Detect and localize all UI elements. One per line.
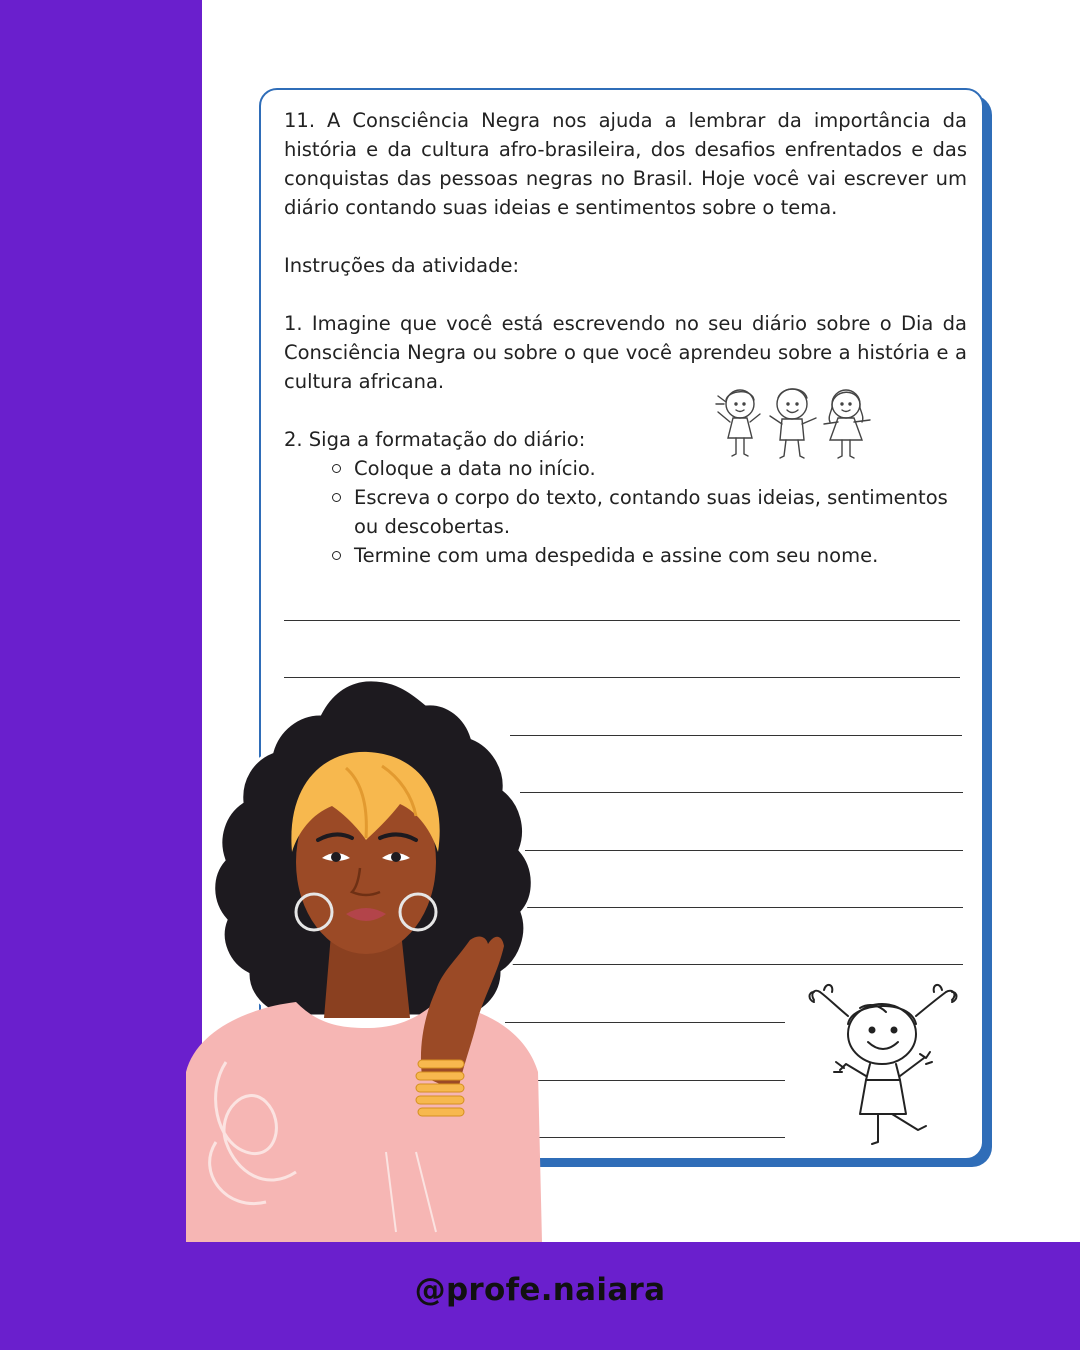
- writing-line[interactable]: [535, 1137, 785, 1138]
- shirt: [186, 1002, 542, 1242]
- writing-line[interactable]: [510, 964, 963, 965]
- step-1: 1. Imagine que você está escrevendo no seu diário sobre o Dia da Consciência Negra ou sobre o que você aprendeu sobre a história e a cultura africana.: [284, 312, 967, 393]
- kids-doodle-icon: [712, 382, 874, 464]
- writing-line[interactable]: [284, 620, 960, 621]
- footer-handle: @profe.naiara: [414, 1272, 666, 1308]
- writing-line[interactable]: [510, 735, 962, 736]
- step-2-title: 2. Siga a formatação do diário:: [284, 428, 586, 451]
- list-item: Coloque a data no início.: [332, 454, 967, 483]
- activity-content: [284, 106, 967, 570]
- list-item: Termine com uma despedida e assine com seu nome.: [332, 541, 967, 570]
- writing-line[interactable]: [505, 1022, 785, 1023]
- list-item: Escreva o corpo do texto, contando suas ideias, sentimentos ou descobertas.: [332, 483, 967, 541]
- writing-line[interactable]: [530, 1080, 785, 1081]
- writing-line[interactable]: [520, 792, 963, 793]
- girl-doodle-icon: [800, 972, 972, 1150]
- writing-line[interactable]: [520, 907, 963, 908]
- instructions-title: Instruções da atividade:: [284, 254, 520, 277]
- writing-line[interactable]: [525, 850, 963, 851]
- step-2-list: [284, 454, 967, 570]
- activity-intro: 11. A Consciência Negra nos ajuda a lembrar da importância da história e da cultura afro-brasileira, dos desafios enfrentados e das conquistas das pessoas negras no Brasil. Hoje você vai escrever um diário contando suas ideias e sentimentos sobre o tema.: [284, 109, 967, 219]
- woman-illustration: [186, 672, 546, 1242]
